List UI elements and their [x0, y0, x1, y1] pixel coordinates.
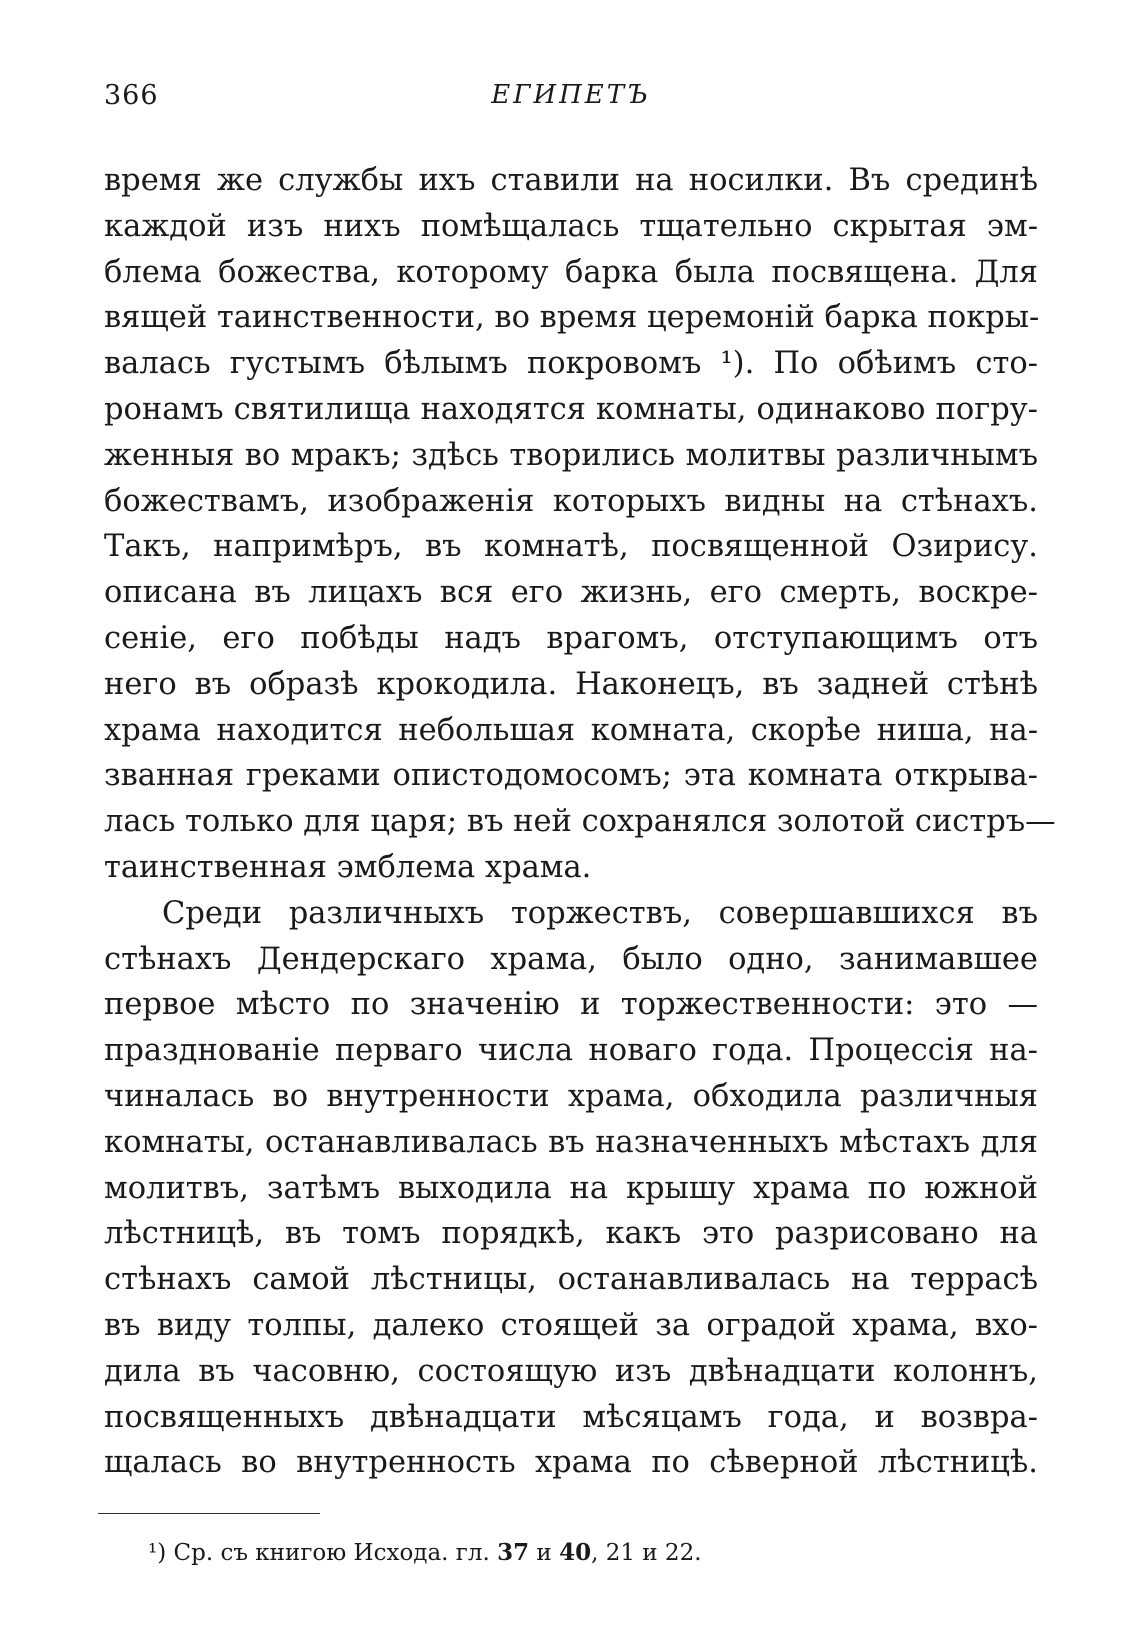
text-line: таинственная эмблема храма. [104, 849, 592, 885]
page-header [104, 80, 1038, 120]
text-line: описана въ лицахъ вся его жизнь, его смерть, воскре- [104, 575, 1038, 611]
body-text [104, 158, 1056, 1486]
text-line: лась только для царя; въ ней сохранялся золотой систръ— [104, 804, 1056, 840]
footnote-chapter-number: 37 [497, 1539, 530, 1566]
text-line: Среди различныхъ торжествъ, совершавшихся въ [162, 895, 1038, 931]
text-line: валась густымъ бѣлымъ покровомъ ¹). По обѣимъ сто- [104, 346, 1038, 382]
footnote-divider [98, 1513, 320, 1514]
text-line: вящей таинственности, во время церемоній барка покры- [104, 300, 1040, 336]
text-line: сеніе, его побѣды надъ врагомъ, отступающимъ отъ [104, 620, 1038, 656]
text-line: молитвъ, затѣмъ выходила на крышу храма по южной [104, 1170, 1038, 1206]
text-line: чиналась во внутренности храма, обходила различныя [104, 1078, 1038, 1114]
text-line: каждой изъ нихъ помѣщалась тщательно скрытая эм- [104, 208, 1038, 244]
paragraph-1 [104, 158, 1056, 891]
text-line: стѣнахъ Дендерскаго храма, было одно, занимавшее [104, 941, 1038, 977]
text-line: ронамъ святилища находятся комнаты, одинаково погру- [104, 391, 1038, 427]
text-line: блема божества, которому барка была посвящена. Для [104, 254, 1038, 290]
page-number: 366 [104, 80, 159, 111]
text-line: женныя во мракъ; здѣсь творились молитвы различнымъ [104, 437, 1038, 473]
running-title: ЕГИПЕТЪ [491, 80, 651, 110]
text-line: дила въ часовню, состоящую изъ двѣнадцати колоннъ, [104, 1353, 1038, 1389]
text-line: время же службы ихъ ставили на носилки. Въ срединѣ [104, 163, 1038, 198]
text-line: празднованіе перваго числа новаго года. Процессія на- [104, 1033, 1038, 1069]
text-line: званная греками опистодомосомъ; эта комната открыва- [104, 758, 1038, 794]
footnote-text: Ср. съ книгою Исхода. гл. [173, 1540, 490, 1566]
text-line: посвященныхъ двѣнадцати мѣсяцамъ года, и возвра- [104, 1399, 1038, 1435]
paragraph-2 [104, 891, 1038, 1486]
text-line: первое мѣсто по значенію и торжественности: это — [104, 987, 1038, 1023]
text-line: храма находится небольшая комната, скорѣе ниша, на- [104, 712, 1038, 748]
text-line: щалась во внутренность храма по сѣверной лѣстницѣ. [104, 1445, 1038, 1481]
footnote-marker: ¹) [148, 1540, 167, 1566]
text-line: Такъ, напримѣръ, въ комнатѣ, посвященной Озирису. [104, 529, 1038, 565]
text-line: лѣстницѣ, въ томъ порядкѣ, какъ это разрисовано на [104, 1216, 1038, 1252]
text-line: комнаты, останавливалась въ назначенныхъ мѣстахъ для [104, 1124, 1038, 1160]
footnote-chapter-number: 40 [559, 1539, 592, 1566]
text-line: въ виду толпы, далеко стоящей за оградой храма, вхо- [104, 1307, 1038, 1343]
text-line: божествамъ, изображенія которыхъ видны на стѣнахъ. [104, 483, 1038, 519]
text-line: него въ образѣ крокодила. Наконецъ, въ задней стѣнѣ [104, 666, 1038, 702]
footnote [148, 1539, 702, 1566]
footnote-conjunction: и [536, 1540, 552, 1566]
footnote-verses: , 21 и 22. [591, 1540, 702, 1566]
text-line: стѣнахъ самой лѣстницы, останавливалась на террасѣ [104, 1262, 1038, 1298]
